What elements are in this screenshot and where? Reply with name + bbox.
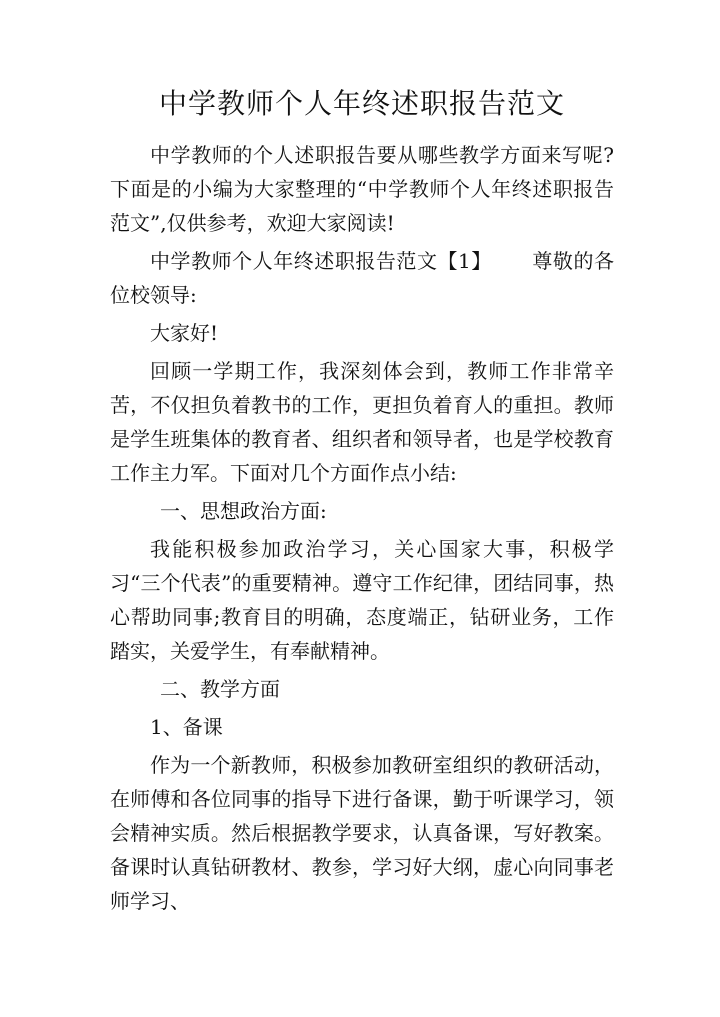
politics-heading: 一、思想政治方面:: [160, 499, 327, 523]
section-label: 中学教师个人年终述职报告范文【1】: [150, 249, 492, 273]
prep-heading: 1、备课: [150, 715, 223, 739]
review-paragraph: 回顾一学期工作，我深刻体会到，教师工作非常辛苦，不仅担负着教书的工作，更担负着育人的重担。教师是学生班集体的教育者、组织者和领导者，也是学校教育工作主力军。下面对几个方面作点小结:: [110, 359, 614, 485]
prep-paragraph: 作为一个新教师，积极参加教研室组织的教研活动，在师傅和各位同事的指导下进行备课，勤于听课学习，领会精神实质。然后根据教学要求，认真备课，写好教案。备课时认真钻研教材、教参，学习好大纲，虚心向同事老师学习、: [110, 753, 614, 913]
document-title: 中学教师个人年终述职报告范文: [158, 87, 565, 120]
teaching-heading: 二、教学方面: [160, 677, 280, 701]
greeting-paragraph: 大家好!: [150, 321, 219, 345]
section-heading-paragraph: [110, 244, 614, 312]
document-page: [110, 84, 614, 922]
salutation: 尊敬的各位校领导:: [110, 249, 615, 307]
politics-paragraph: 我能积极参加政治学习，关心国家大事，积极学习“三个代表”的重要精神。遵守工作纪律，团结同事，热心帮助同事;教育目的明确，态度端正，钻研业务，工作踏实，关爱学生，有奉献精神。: [110, 537, 614, 663]
intro-paragraph: 中学教师的个人述职报告要从哪些教学方面来写呢?下面是的小编为大家整理的“中学教师个人年终述职报告范文”,仅供参考，欢迎大家阅读!: [110, 143, 614, 235]
